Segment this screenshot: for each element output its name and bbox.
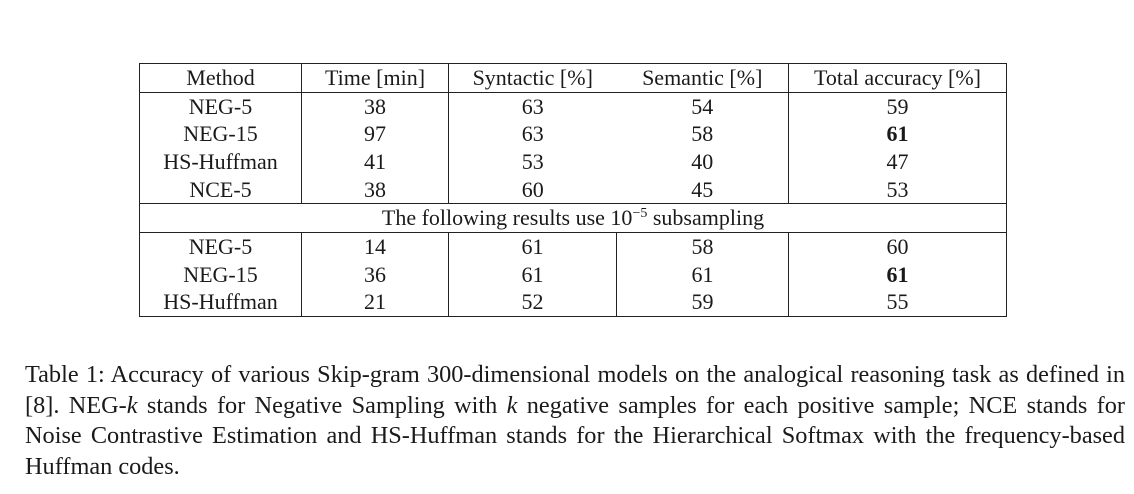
subsampling-note xyxy=(140,204,1007,233)
cell-time: 36 xyxy=(302,261,449,289)
cell-syntactic: 53 xyxy=(449,148,617,176)
cell-time: 21 xyxy=(302,289,449,317)
header-total-accuracy: Total accuracy [%] xyxy=(789,64,1007,93)
results-table xyxy=(139,63,1007,317)
table-caption xyxy=(25,360,1125,482)
table-row xyxy=(140,176,1007,204)
cell-syntactic: 61 xyxy=(449,261,617,289)
header-method: Method xyxy=(140,64,302,93)
header-syntactic: Syntactic [%] xyxy=(449,64,617,93)
header-time: Time [min] xyxy=(302,64,449,93)
cell-semantic: 59 xyxy=(617,289,789,317)
cell-method: NEG-15 xyxy=(140,120,302,148)
cell-semantic: 61 xyxy=(617,261,789,289)
cell-semantic: 58 xyxy=(617,233,789,261)
cell-method: NEG-15 xyxy=(140,261,302,289)
header-semantic: Semantic [%] xyxy=(617,64,789,93)
cell-method: HS-Huffman xyxy=(140,148,302,176)
table-row xyxy=(140,120,1007,148)
cell-method: NEG-5 xyxy=(140,233,302,261)
cell-syntactic: 63 xyxy=(449,92,617,120)
table-row xyxy=(140,261,1007,289)
cell-syntactic: 60 xyxy=(449,176,617,204)
results-table-wrapper xyxy=(139,63,1006,317)
cell-method: NEG-5 xyxy=(140,92,302,120)
table-row xyxy=(140,92,1007,120)
cell-total-best: 61 xyxy=(789,120,1007,148)
cell-total: 53 xyxy=(789,176,1007,204)
note-prefix: The following results use 10 xyxy=(381,205,633,231)
caption-part2: stands for Negative Sampling with xyxy=(137,391,507,419)
cell-syntactic: 63 xyxy=(449,120,617,148)
caption-part3: negative samples for each positive sample; NCE stands for Noise Contrastive Estimation and HS-Huffman stands for the Hierarchical Softmax with the frequency-based Huffman codes. xyxy=(25,391,1125,480)
cell-semantic: 58 xyxy=(617,120,789,148)
cell-total: 59 xyxy=(789,92,1007,120)
table-header-row xyxy=(140,64,1007,93)
cell-time: 38 xyxy=(302,176,449,204)
cell-total-best: 61 xyxy=(789,261,1007,289)
cell-method: HS-Huffman xyxy=(140,289,302,317)
caption-k-symbol: k xyxy=(506,391,518,419)
note-exponent: −5 xyxy=(632,206,648,222)
caption-part1: Table 1: Accuracy of various Skip-gram 300-dimensional models on the analogical reasoning task as defined in [8]. NEG- xyxy=(25,361,1125,419)
subsampling-note-row xyxy=(140,204,1007,233)
table-row xyxy=(140,148,1007,176)
cell-method: NCE-5 xyxy=(140,176,302,204)
cell-semantic: 40 xyxy=(617,148,789,176)
cell-syntactic: 52 xyxy=(449,289,617,317)
note-suffix: subsampling xyxy=(647,205,765,231)
cell-time: 14 xyxy=(302,233,449,261)
cell-total: 55 xyxy=(789,289,1007,317)
cell-time: 97 xyxy=(302,120,449,148)
table-row xyxy=(140,233,1007,261)
cell-total: 47 xyxy=(789,148,1007,176)
cell-syntactic: 61 xyxy=(449,233,617,261)
cell-semantic: 54 xyxy=(617,92,789,120)
caption-k-symbol: k xyxy=(126,391,138,419)
cell-time: 38 xyxy=(302,92,449,120)
table-row xyxy=(140,289,1007,317)
cell-total: 60 xyxy=(789,233,1007,261)
cell-time: 41 xyxy=(302,148,449,176)
cell-semantic: 45 xyxy=(617,176,789,204)
